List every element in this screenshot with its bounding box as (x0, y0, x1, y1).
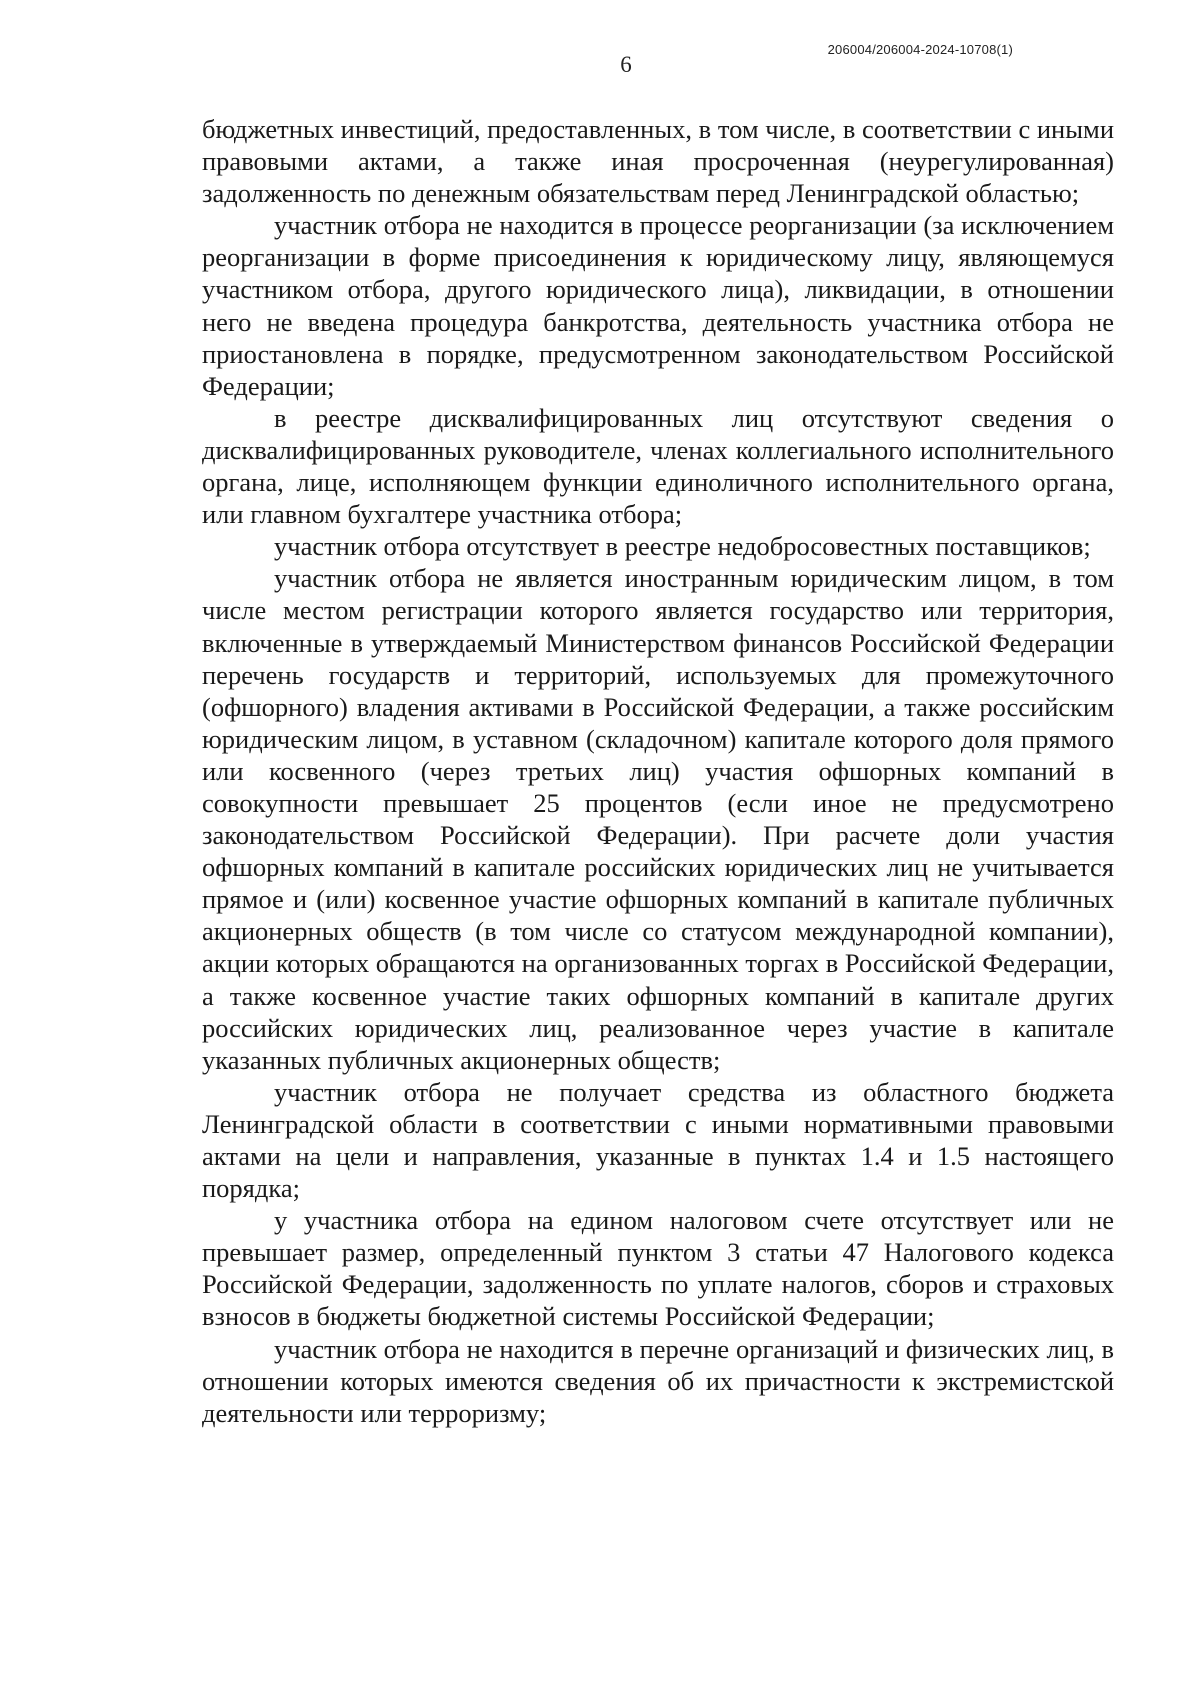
page-number: 6 (620, 52, 632, 77)
paragraph-continuation: бюджетных инвестиций, предоставленных, в том числе, в соответствии с иными правовыми актами, а также иная просроченная (неурегулированная) задолженность по денежным обязательствам перед Ленинградской областью; (202, 114, 1114, 209)
paragraph-regional-budget: участник отбора не получает средства из областного бюджета Ленинградской области в соответствии с иными нормативными правовыми актами на цели и направления, указанные в пунктах 1.4 и 1.5 настоящего порядка; (202, 1076, 1114, 1204)
document-id: 206004/206004-2024-10708(1) (827, 42, 1013, 57)
paragraph-reorganization: участник отбора не находится в процессе реорганизации (за исключением реорганизации в форме присоединения к юридическому лицу, являющемуся участником отбора, другого юридического лица), ликвидации, в отношении него не введена процедура банкротства, деятельность участника отбора не приостановлена в порядке, предусмотренном законодательством Российской Федерации; (202, 210, 1114, 401)
paragraph-extremism: участник отбора не находится в перечне организаций и физических лиц, в отношении которых имеются сведения об их причастности к экстремистской деятельности или терроризму; (202, 1333, 1114, 1428)
document-body (202, 113, 1114, 1429)
paragraph-unfair-suppliers: участник отбора отсутствует в реестре недобросовестных поставщиков; (274, 531, 1091, 562)
paragraph-offshore: участник отбора не является иностранным юридическим лицом, в том числе местом регистрации которого является государство или территория, включенные в утверждаемый Министерством финансов Российской Федерации перечень государств и территорий, используемых для промежуточного (офшорного) владения активами в Российской Федерации, а также российским юридическим лицом, в уставном (складочном) капитале которого доля прямого или косвенного (через третьих лиц) участия офшорных компаний в совокупности превышает 25 процентов (если иное не предусмотрено законодательством Российской Федерации). При расчете доли участия офшорных компаний в капитале российских юридических лиц не учитывается прямое и (или) косвенное участие офшорных компаний в капитале публичных акционерных обществ (в том числе со статусом международной компании), акции которых обращаются на организованных торгах в Российской Федерации, а также косвенное участие таких офшорных компаний в капитале других российских юридических лиц, реализованное через участие в капитале указанных публичных акционерных обществ; (202, 563, 1114, 1075)
paragraph-disqualified-persons: в реестре дисквалифицированных лиц отсутствуют сведения о дисквалифицированных руководителе, членах коллегиального исполнительного органа, лице, исполняющем функции единоличного исполнительного органа, или главном бухгалтере участника отбора; (202, 402, 1114, 530)
paragraph-tax-debt: у участника отбора на едином налоговом счете отсутствует или не превышает размер, определенный пунктом 3 статьи 47 Налогового кодекса Российской Федерации, задолженность по уплате налогов, сборов и страховых взносов в бюджеты бюджетной системы Российской Федерации; (202, 1205, 1114, 1332)
